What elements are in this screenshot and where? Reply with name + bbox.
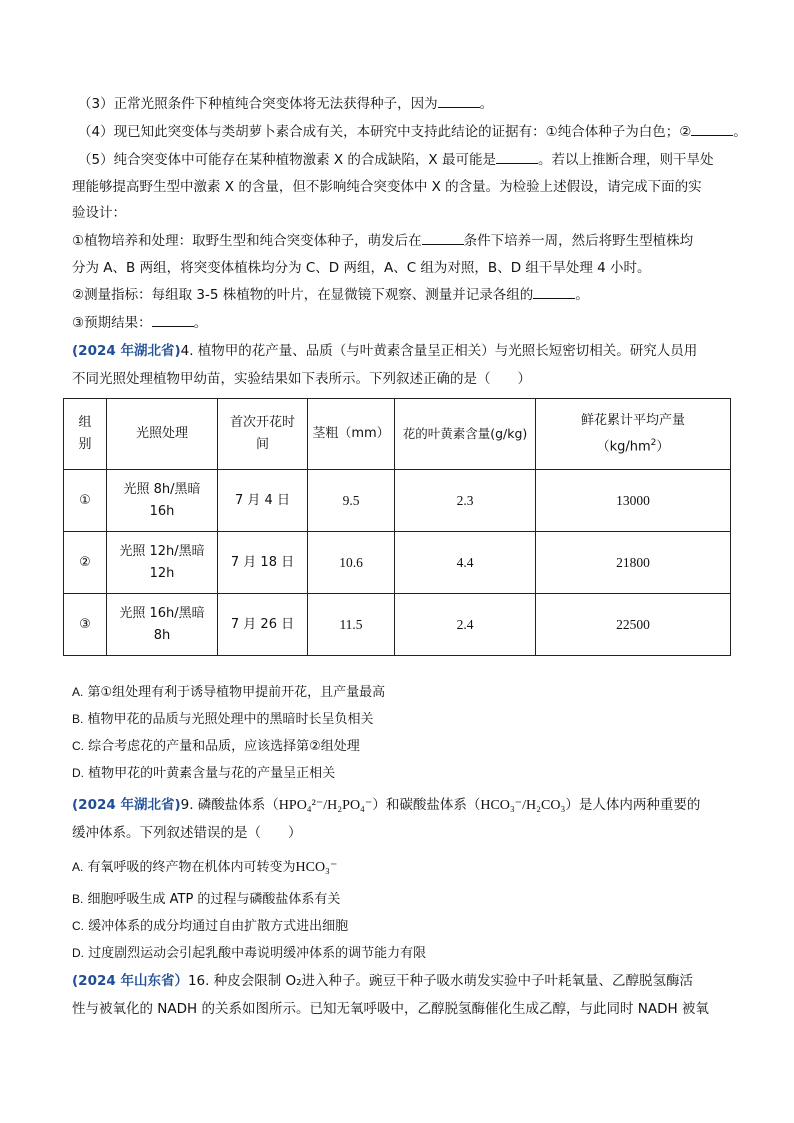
header-stem: 茎粗（mm） xyxy=(308,399,395,470)
option-d xyxy=(72,763,732,784)
question-4 xyxy=(78,122,747,142)
source-tag: (2024 年山东省） xyxy=(72,973,188,989)
question-3 xyxy=(78,94,738,114)
stem-text: 9. 磷酸盐体系（ xyxy=(180,797,279,813)
option-c xyxy=(72,736,732,757)
header-group: 组别 xyxy=(64,399,107,470)
option-b xyxy=(72,889,732,910)
cell-lutein: 2.4 xyxy=(395,594,536,656)
punct: 。 xyxy=(479,96,494,112)
cell-light: 光照 12h/黑暗 12h xyxy=(107,532,218,594)
unit-text: （kg/hm xyxy=(596,439,651,455)
table-row xyxy=(64,532,731,594)
option-letter: B. xyxy=(72,712,84,726)
stem-text-end: ）是人体内两种重要的 xyxy=(565,797,701,813)
header-lutein: 花的叶黄素含量(g/kg) xyxy=(395,399,536,470)
step3-text: ③预期结果： xyxy=(72,315,152,331)
option-text: 植物甲花的叶黄素含量与花的产量呈正相关 xyxy=(88,766,336,781)
question-5-line1 xyxy=(78,150,738,170)
question-5-line2: 理能够提高野生型中激素 X 的含量，但不影响纯合突变体中 X 的含量。为检验上述假设，请完成下面的实 xyxy=(72,179,702,195)
yield-unit xyxy=(540,432,726,458)
q4-text: （4）现已知此突变体与类胡萝卜素合成有关，本研究中支持此结论的证据有：①纯合体种子为白色；② xyxy=(78,124,692,140)
question-b-stem-line2: 缓冲体系。下列叙述错误的是（ ） xyxy=(72,825,302,841)
cell-yield: 21800 xyxy=(536,532,731,594)
stem-text: 16. 种皮会限制 O₂进入种子。豌豆干种子吸水萌发实验中子叶耗氧量、乙醇脱氢酶活 xyxy=(187,973,694,989)
answer-blank xyxy=(438,95,480,108)
answer-blank xyxy=(533,286,575,299)
yield-label: 鲜花累计平均产量 xyxy=(580,412,685,428)
option-d xyxy=(72,943,732,964)
cell-yield: 22500 xyxy=(536,594,731,656)
answer-blank xyxy=(152,314,194,327)
cell-light: 光照 8h/黑暗 16h xyxy=(107,470,218,532)
cell-group: ③ xyxy=(64,594,107,656)
step1-text: ①植物培养和处理：取野生型和纯合突变体种子，萌发后在 xyxy=(72,233,422,249)
question-a-stem-line2: 不同光照处理植物甲幼苗，实验结果如下表所示。下列叙述正确的是（ ） xyxy=(72,371,531,387)
step-2 xyxy=(72,285,732,305)
option-letter: B. xyxy=(72,892,84,906)
step-3 xyxy=(72,313,732,333)
results-table xyxy=(63,398,731,656)
cell-stem: 9.5 xyxy=(308,470,395,532)
stem-text-cont: ）和碳酸盐体系（ xyxy=(372,797,481,813)
cell-light: 光照 16h/黑暗 8h xyxy=(107,594,218,656)
option-text: 有氧呼吸的终产物在机体内可转变为 xyxy=(87,860,296,875)
table-header-row xyxy=(64,399,731,470)
cell-date: 7 月 18 日 xyxy=(218,532,308,594)
option-text: 植物甲花的品质与光照处理中的黑暗时长呈负相关 xyxy=(87,712,374,727)
phosphate-formula: HPO₄²⁻/H₂PO₄⁻ xyxy=(278,798,373,813)
cell-lutein: 4.4 xyxy=(395,532,536,594)
header-light: 光照处理 xyxy=(107,399,218,470)
option-text: 缓冲体系的成分均通过自由扩散方式进出细胞 xyxy=(88,919,349,934)
answer-blank xyxy=(691,123,733,136)
cell-stem: 10.6 xyxy=(308,532,395,594)
unit-end: ） xyxy=(656,439,670,455)
stem-text: 4. 植物甲的花产量、品质（与叶黄素含量呈正相关）与光照长短密切相关。研究人员用 xyxy=(180,343,698,359)
question-c-stem-line2: 性与被氧化的 NADH 的关系如图所示。已知无氧呼吸中，乙醇脱氢酶催化生成乙醇，与此同时 NADH 被氧 xyxy=(72,1001,709,1017)
carbonate-formula: HCO₃⁻/H₂CO₃ xyxy=(480,798,566,813)
option-a xyxy=(72,682,732,703)
step1-text-cont: 条件下培养一周，然后将野生型植株均 xyxy=(463,233,694,249)
option-letter: C. xyxy=(72,739,84,753)
option-letter: A. xyxy=(72,685,84,699)
step-1-line2: 分为 A、B 两组，将突变体植株均分为 C、D 两组，A、C 组为对照，B、D 组干旱处理 4 小时。 xyxy=(72,260,651,276)
source-tag: (2024 年湖北省) xyxy=(72,797,181,813)
question-c-stem-line1 xyxy=(72,971,732,991)
q5-text-cont: 。若以上推断合理，则干旱处 xyxy=(537,152,714,168)
question-b-stem-line1 xyxy=(72,795,732,816)
question-a-stem-line1 xyxy=(72,341,732,361)
unit-sup: 2 xyxy=(650,437,657,448)
cell-stem: 11.5 xyxy=(308,594,395,656)
option-text: 过度剧烈运动会引起乳酸中毒说明缓冲体系的调节能力有限 xyxy=(88,946,427,961)
option-letter: D. xyxy=(72,946,84,960)
option-c xyxy=(72,916,732,937)
cell-lutein: 2.3 xyxy=(395,470,536,532)
punct: 。 xyxy=(575,287,589,303)
q3-text: （3）正常光照条件下种植纯合突变体将无法获得种子，因为 xyxy=(78,96,438,112)
table-row xyxy=(64,594,731,656)
option-text: 第①组处理有利于诱导植物甲提前开花，且产量最高 xyxy=(87,685,386,700)
question-5-line3: 验设计： xyxy=(72,205,126,221)
q5-text: （5）纯合突变体中可能存在某种植物激素 X 的合成缺陷，X 最可能是 xyxy=(78,152,496,168)
option-a xyxy=(72,857,732,878)
step2-text: ②测量指标：每组取 3-5 株植物的叶片，在显微镜下观察、测量并记录各组的 xyxy=(72,287,534,303)
option-letter: A. xyxy=(72,860,84,874)
cell-date: 7 月 4 日 xyxy=(218,470,308,532)
answer-blank xyxy=(496,151,538,164)
punct: 。 xyxy=(193,315,208,331)
cell-date: 7 月 26 日 xyxy=(218,594,308,656)
option-letter: C. xyxy=(72,919,84,933)
option-b xyxy=(72,709,732,730)
step-1-line1 xyxy=(72,231,732,251)
answer-blank xyxy=(422,232,464,245)
header-first-flower: 首次开花时间 xyxy=(218,399,308,470)
option-text: 综合考虑花的产量和品质，应该选择第②组处理 xyxy=(88,739,360,754)
source-tag: (2024 年湖北省) xyxy=(72,343,181,359)
option-letter: D. xyxy=(72,766,84,780)
cell-group: ① xyxy=(64,470,107,532)
cell-yield: 13000 xyxy=(536,470,731,532)
cell-group: ② xyxy=(64,532,107,594)
table-row xyxy=(64,470,731,532)
bicarbonate-formula: HCO₃⁻ xyxy=(295,860,338,875)
option-text: 细胞呼吸生成 ATP 的过程与磷酸盐体系有关 xyxy=(87,892,341,907)
punct: 。 xyxy=(733,124,747,140)
header-yield xyxy=(536,399,731,470)
